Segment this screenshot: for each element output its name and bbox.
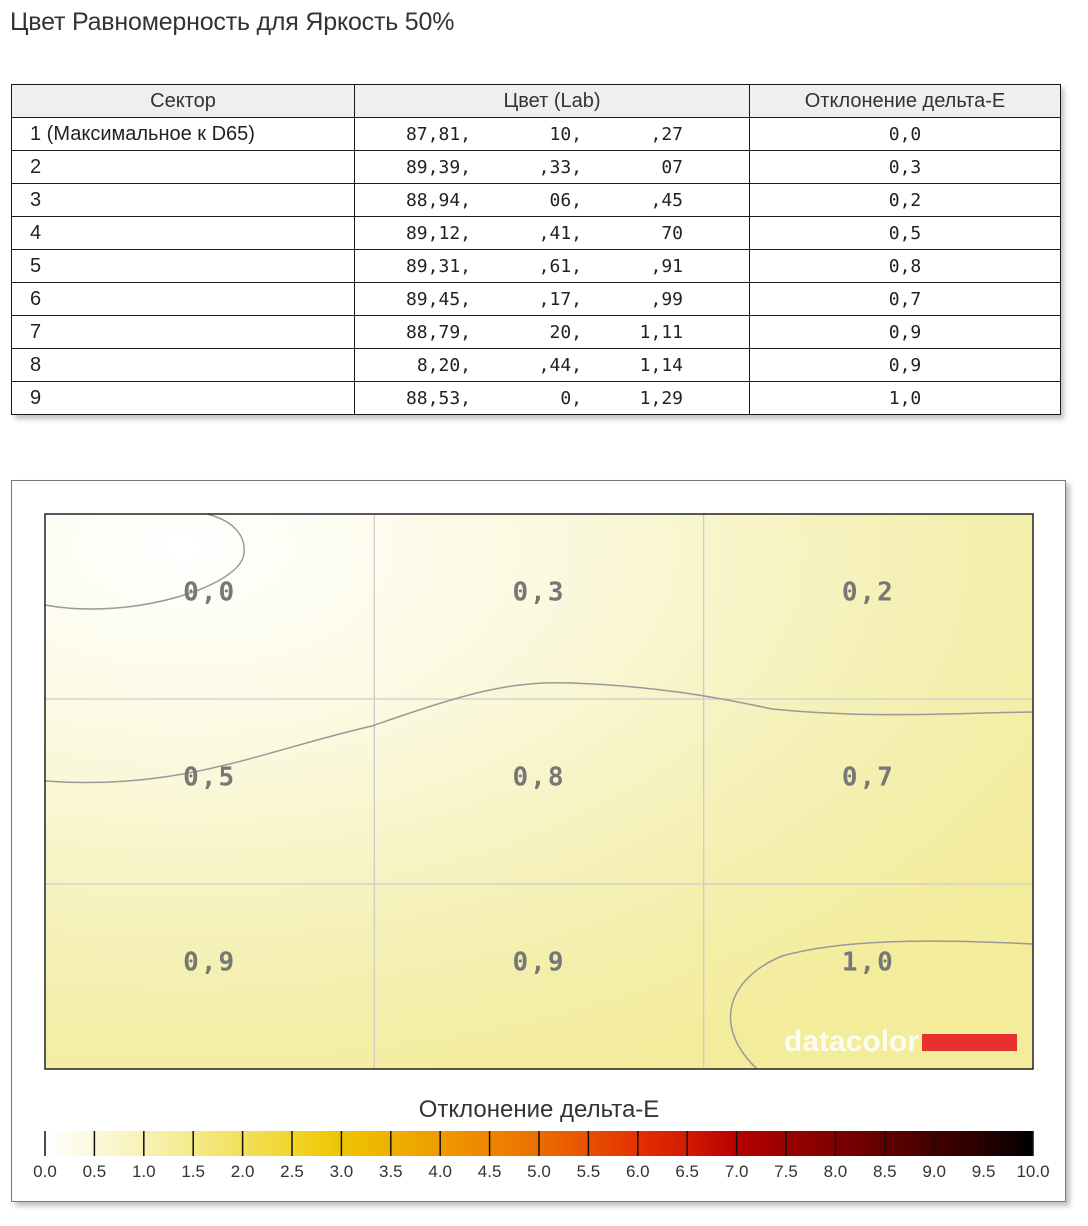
sector-cell: 5 [12,250,355,283]
cell-value-label: 0,5 [183,762,237,793]
lab-cell [355,184,750,217]
legend-tick-label: 4.0 [428,1162,453,1181]
legend-tick-label: 7.0 [724,1162,749,1181]
cell-value-label: 0,9 [183,947,237,978]
table-row [12,250,1061,283]
table-row [12,283,1061,316]
lab-b-value: 07 [661,157,683,178]
lab-cell [355,250,750,283]
table-row [12,151,1061,184]
delta-e-cell: 0,9 [750,316,1061,349]
cell-value-label: 0,0 [183,577,237,608]
sector-cell: 1 (Максимальное к D65) [12,118,355,151]
legend-tick-label: 2.0 [230,1162,255,1181]
lab-l-value: 89,12, [405,223,471,244]
lab-l-value: 88,53, [405,388,471,409]
lab-l-value: 89,39, [405,157,471,178]
delta-e-cell: 0,8 [750,250,1061,283]
lab-a-value: 06, [549,190,582,211]
delta-e-cell: 0,9 [750,349,1061,382]
delta-e-cell: 0,0 [750,118,1061,151]
uniformity-chart [12,481,1065,1201]
lab-a-value: 0, [560,388,582,409]
legend-tick-label: 0.5 [82,1162,107,1181]
cell-value-label: 0,9 [512,947,566,978]
table-header-row [12,85,1061,118]
datacolor-logo: datacolor [784,1025,920,1058]
lab-b-value: 1,11 [639,322,683,343]
lab-l-value: 89,31, [405,256,471,277]
lab-cell [355,349,750,382]
delta-e-cell: 0,7 [750,283,1061,316]
sector-cell: 7 [12,316,355,349]
lab-cell [355,151,750,184]
lab-a-value: ,44, [538,355,582,376]
lab-b-value: ,45 [650,190,683,211]
cell-value-label: 0,2 [841,577,895,608]
lab-l-value: 88,79, [405,322,471,343]
sector-cell: 3 [12,184,355,217]
delta-e-cell: 1,0 [750,382,1061,415]
lab-cell [355,118,750,151]
lab-a-value: ,33, [538,157,582,178]
cell-value-label: 0,7 [841,762,895,793]
legend-title: Отклонение дельта-E [418,1096,660,1123]
legend-tick-label: 2.5 [280,1162,304,1181]
lab-l-value: 87,81, [405,124,471,145]
legend-tick-label: 4.5 [477,1162,502,1181]
legend-tick-label: 7.5 [774,1162,798,1181]
legend-tick-label: 1.0 [131,1162,156,1181]
legend-tick-label: 8.0 [823,1162,848,1181]
sector-cell: 4 [12,217,355,250]
header-color-lab: Цвет (Lab) [355,85,750,118]
lab-cell [355,382,750,415]
lab-cell [355,316,750,349]
lab-a-value: ,61, [538,256,582,277]
lab-b-value: ,99 [650,289,683,310]
lab-l-value: 88,94, [405,190,471,211]
cell-value-label: 1,0 [841,947,895,978]
lab-b-value: 1,29 [639,388,683,409]
table-row [12,184,1061,217]
lab-cell [355,217,750,250]
lab-b-value: 70 [661,223,683,244]
legend-tick-label: 9.5 [971,1162,996,1181]
lab-b-value: 1,14 [639,355,683,376]
legend-tick-label: 6.5 [675,1162,700,1181]
legend-tick-label: 3.0 [329,1162,354,1181]
sector-cell: 6 [12,283,355,316]
sector-cell: 2 [12,151,355,184]
uniformity-table [11,84,1060,415]
legend-tick-label: 1.5 [181,1162,206,1181]
lab-b-value: ,91 [650,256,683,277]
table-row [12,316,1061,349]
uniformity-chart-frame [11,480,1066,1202]
lab-l-value: 89,45, [405,289,471,310]
lab-cell [355,283,750,316]
legend-tick-label: 8.5 [872,1162,897,1181]
delta-e-cell: 0,2 [750,184,1061,217]
legend-tick-label: 9.0 [922,1162,947,1181]
table-row [12,217,1061,250]
cell-value-label: 0,3 [512,577,566,608]
lab-a-value: 20, [549,322,582,343]
table-row [12,382,1061,415]
lab-l-value: 8,20, [416,355,471,376]
header-delta-e: Отклонение дельта-E [750,85,1061,118]
table-row [12,349,1061,382]
legend-tick-label: 6.0 [625,1162,650,1181]
lab-a-value: 10, [549,124,582,145]
legend-tick-label: 3.5 [378,1162,403,1181]
legend-tick-label: 5.5 [576,1162,601,1181]
delta-e-cell: 0,5 [750,217,1061,250]
lab-b-value: ,27 [650,124,683,145]
header-sector: Сектор [12,85,355,118]
lab-a-value: ,17, [538,289,582,310]
sector-cell: 9 [12,382,355,415]
legend-tick-label: 5.0 [527,1162,551,1181]
legend-tick-label: 10.0 [1016,1162,1050,1181]
delta-e-cell: 0,3 [750,151,1061,184]
page-title: Цвет Равномерность для Яркость 50% [10,8,455,36]
sector-cell: 8 [12,349,355,382]
cell-value-label: 0,8 [512,762,566,793]
lab-a-value: ,41, [538,223,582,244]
datacolor-logo-bar [922,1034,1017,1051]
legend-tick-label: 0.0 [33,1162,57,1181]
table-row [12,118,1061,151]
